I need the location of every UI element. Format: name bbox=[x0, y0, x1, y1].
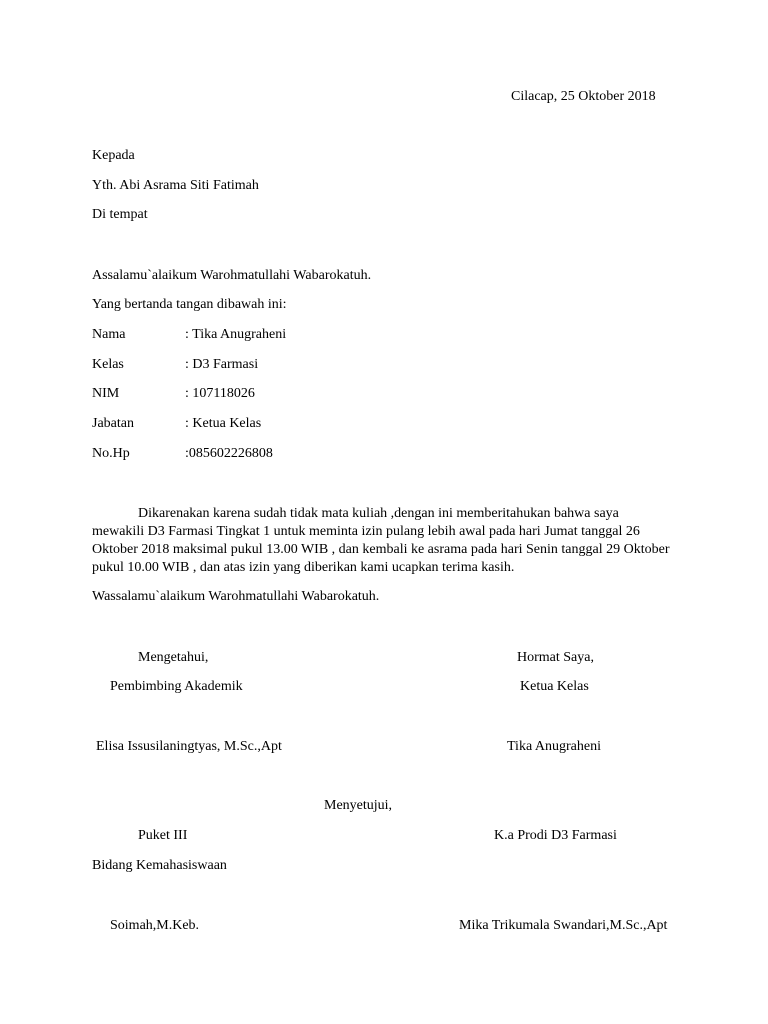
body-line: mewakili D3 Farmasi Tingkat 1 untuk meminta izin pulang lebih awal pada hari Jumat tanggal 26 bbox=[92, 524, 640, 539]
sig-right-name: Tika Anugraheni bbox=[507, 739, 601, 754]
identity-label: No.Hp bbox=[92, 446, 130, 461]
recipient-name: Yth. Abi Asrama Siti Fatimah bbox=[92, 178, 259, 193]
recipient-place: Di tempat bbox=[92, 207, 148, 222]
body-line: pukul 10.00 WIB , dan atas izin yang diberikan kami ucapkan terima kasih. bbox=[92, 560, 515, 575]
sig-left-name: Elisa Issusilaningtyas, M.Sc.,Apt bbox=[96, 739, 282, 754]
identity-value: : Tika Anugraheni bbox=[185, 327, 287, 342]
date-line: Cilacap, 25 Oktober 2018 bbox=[511, 89, 656, 104]
sig-bottom-right-name: Mika Trikumala Swandari,M.Sc.,Apt bbox=[459, 918, 668, 933]
body-line: Dikarenakan karena sudah tidak mata kuliah ,dengan ini memberitahukan bahwa saya bbox=[138, 506, 619, 521]
sig-bottom-left-name: Soimah,M.Keb. bbox=[110, 918, 200, 933]
sig-right-heading: Hormat Saya, bbox=[517, 650, 594, 665]
intro-line: Yang bertanda tangan dibawah ini: bbox=[92, 297, 287, 312]
sig-left-role: Pembimbing Akademik bbox=[110, 679, 243, 694]
closing-line: Wassalamu`alaikum Warohmatullahi Wabarokatuh. bbox=[92, 589, 380, 604]
sig-bottom-left-role: Puket III bbox=[138, 828, 188, 843]
identity-label: Nama bbox=[92, 327, 126, 342]
identity-value: : D3 Farmasi bbox=[185, 357, 259, 372]
body-line: Oktober 2018 maksimal pukul 13.00 WIB , dan kembali ke asrama pada hari Senin tanggal 29 Oktober bbox=[92, 542, 670, 557]
identity-value: : 107118026 bbox=[185, 386, 255, 401]
identity-value: : Ketua Kelas bbox=[185, 416, 262, 431]
sig-left-heading: Mengetahui, bbox=[138, 650, 209, 665]
sig-center-heading: Menyetujui, bbox=[324, 798, 393, 813]
recipient-to: Kepada bbox=[92, 148, 135, 163]
sig-bottom-left-role2: Bidang Kemahasiswaan bbox=[92, 858, 227, 873]
identity-value: :085602226808 bbox=[185, 446, 273, 461]
sig-bottom-right-role: K.a Prodi D3 Farmasi bbox=[494, 828, 617, 843]
greeting: Assalamu`alaikum Warohmatullahi Wabarokatuh. bbox=[92, 268, 372, 283]
identity-label: Jabatan bbox=[92, 416, 134, 431]
sig-right-role: Ketua Kelas bbox=[520, 679, 589, 694]
identity-label: Kelas bbox=[92, 357, 124, 372]
identity-label: NIM bbox=[92, 386, 120, 401]
